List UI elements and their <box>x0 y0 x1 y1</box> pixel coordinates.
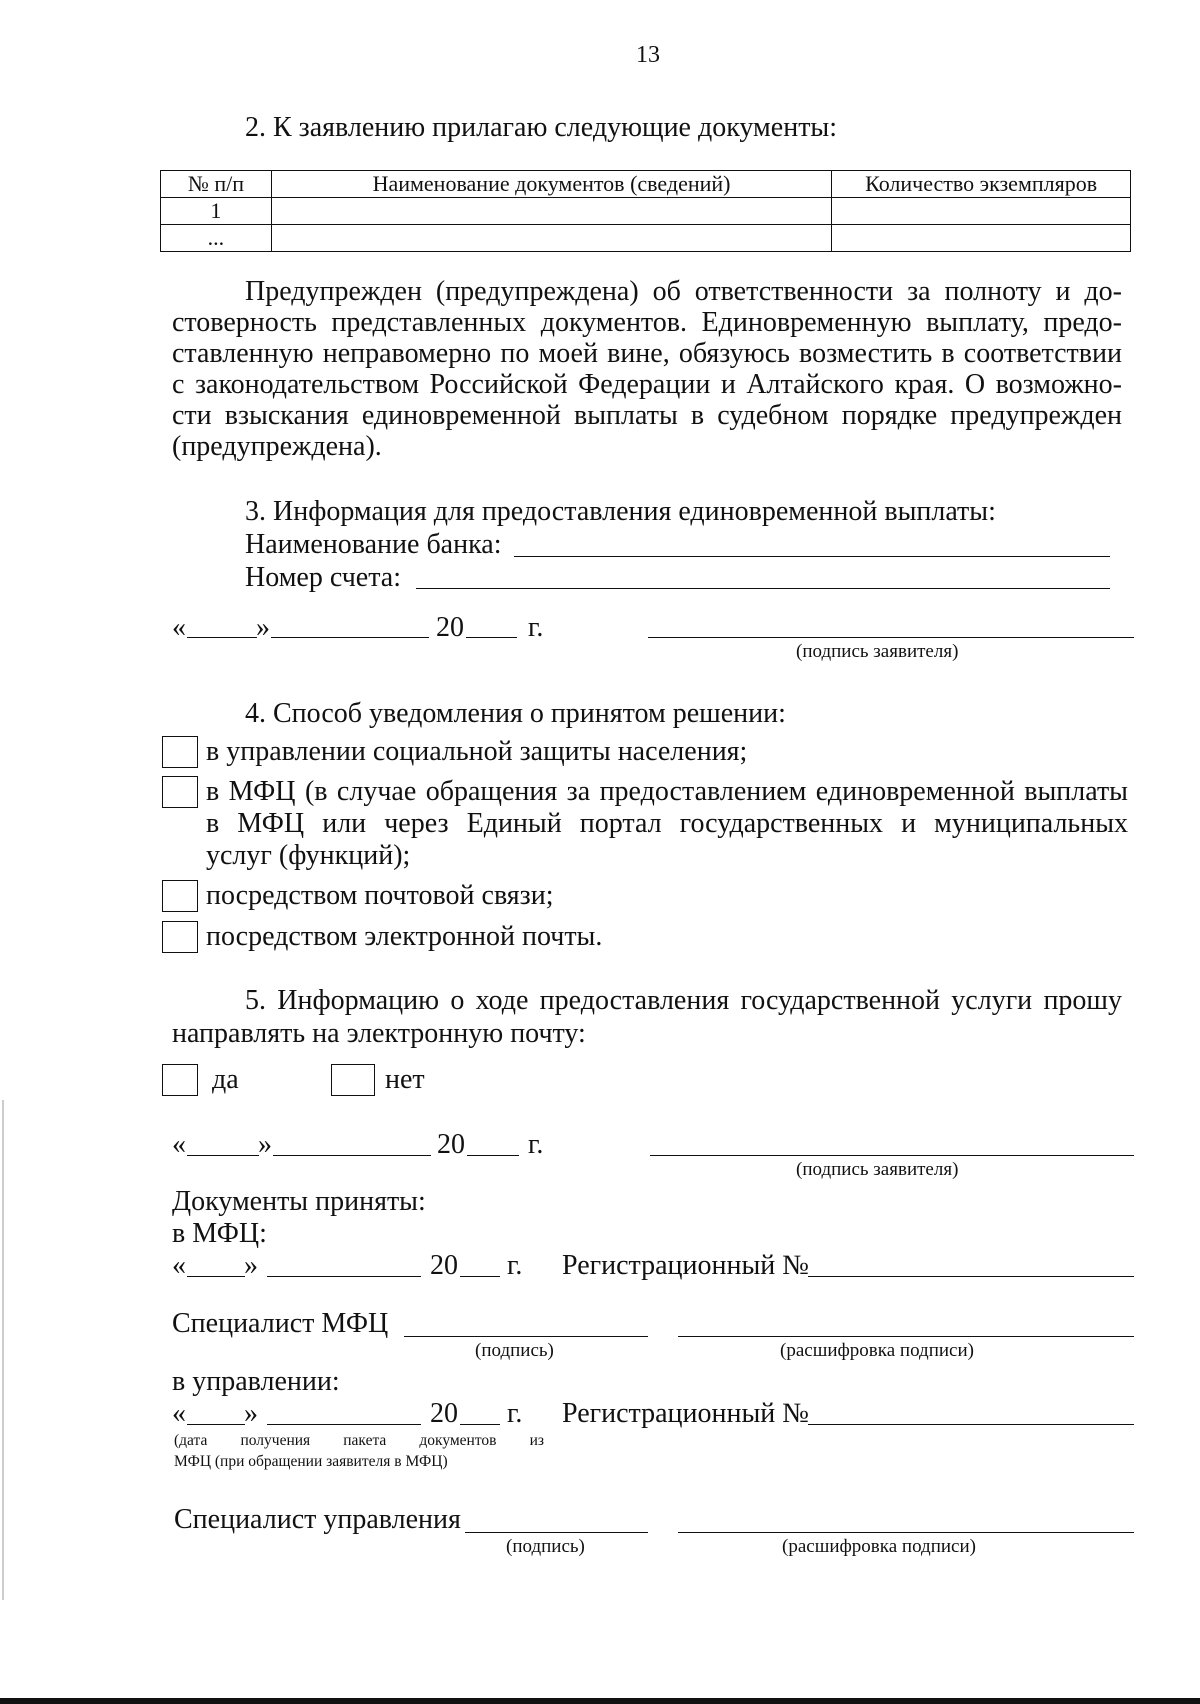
table-row <box>161 198 1131 225</box>
date-close-quote: » <box>244 1250 258 1281</box>
notify-mfc-checkbox[interactable] <box>162 776 198 808</box>
document-name-cell[interactable] <box>271 225 831 252</box>
specialist-department-decode-field[interactable] <box>678 1532 1134 1533</box>
scan-bottom-border <box>0 1698 1200 1704</box>
date-open-quote: « <box>172 612 186 643</box>
email-no-label: нет <box>385 1064 425 1095</box>
option-label: услуг (функций); <box>206 840 411 871</box>
in-mfc-label: в МФЦ: <box>172 1218 267 1249</box>
table-row <box>161 225 1131 252</box>
option-label: в МФЦ (в случае обращения за предоставлением единовременной выплаты <box>206 776 1128 807</box>
date-year-field[interactable] <box>460 1276 500 1277</box>
email-no-checkbox[interactable] <box>331 1064 375 1096</box>
date-close-quote: » <box>244 1398 258 1429</box>
date-day-field[interactable] <box>187 637 257 638</box>
notify-email-checkbox[interactable] <box>162 921 198 953</box>
warning-line: стоверность представленных документов. Единовременную выплату, предо- <box>172 307 1122 338</box>
email-yes-label: да <box>212 1064 239 1095</box>
signature-caption: (подпись) <box>475 1340 554 1361</box>
date-year-prefix: 20 <box>436 612 464 643</box>
specialist-department-signature-field[interactable] <box>465 1532 648 1533</box>
specialist-mfc-label: Специалист МФЦ <box>172 1308 389 1339</box>
notify-post-checkbox[interactable] <box>162 880 198 912</box>
date-note: (дата получения пакета документов из <box>174 1432 544 1449</box>
section-5-line: 5. Информацию о ходе предоставления государственной услуги прошу <box>245 985 1122 1016</box>
decode-caption: (расшифровка подписи) <box>782 1536 976 1557</box>
specialist-mfc-signature-field[interactable] <box>404 1336 648 1337</box>
date-year-prefix: 20 <box>437 1129 465 1160</box>
signature-caption: (подпись) <box>506 1536 585 1557</box>
row-number-cell: 1 <box>161 198 272 225</box>
row-number-cell: ... <box>161 225 272 252</box>
option-label: посредством электронной почты. <box>206 921 603 952</box>
date-year-field[interactable] <box>466 637 517 638</box>
date-year-prefix: 20 <box>430 1398 458 1429</box>
documents-table <box>160 170 1131 252</box>
decode-caption: (расшифровка подписи) <box>780 1340 974 1361</box>
registration-number-label: Регистрационный № <box>562 1250 809 1281</box>
registration-number-field[interactable] <box>808 1424 1134 1425</box>
col-number-header: № п/п <box>161 171 272 198</box>
date-open-quote: « <box>172 1398 186 1429</box>
copies-cell[interactable] <box>832 225 1131 252</box>
date-open-quote: « <box>172 1129 186 1160</box>
date-note: МФЦ (при обращении заявителя в МФЦ) <box>174 1453 448 1470</box>
date-year-prefix: 20 <box>430 1250 458 1281</box>
warning-line: Предупрежден (предупреждена) об ответственности за полноту и до- <box>245 276 1122 307</box>
account-number-label: Номер счета: <box>245 562 401 593</box>
section-2-heading: 2. К заявлению прилагаю следующие документы: <box>245 112 838 143</box>
applicant-signature-field[interactable] <box>650 1155 1134 1156</box>
warning-line: сти взыскания единовременной выплаты в судебном порядке предупрежден <box>172 400 1122 431</box>
section-3-heading: 3. Информация для предоставления единовременной выплаты: <box>245 496 996 527</box>
docs-accepted-label: Документы приняты: <box>172 1186 426 1217</box>
warning-line: (предупреждена). <box>172 431 382 462</box>
col-copies-header: Количество экземпляров <box>832 171 1131 198</box>
email-yes-checkbox[interactable] <box>162 1064 198 1096</box>
signature-caption: (подпись заявителя) <box>796 1159 959 1180</box>
date-year-field[interactable] <box>467 1155 519 1156</box>
registration-number-label: Регистрационный № <box>562 1398 809 1429</box>
option-label: в управлении социальной защиты населения; <box>206 736 748 767</box>
warning-line: ставленную неправомерно по моей вине, обязуюсь возместить в соответствии <box>172 338 1122 369</box>
date-close-quote: » <box>258 1129 272 1160</box>
notify-social-department-checkbox[interactable] <box>162 736 198 768</box>
col-document-name-header: Наименование документов (сведений) <box>271 171 831 198</box>
section-5-line: направлять на электронную почту: <box>172 1018 586 1049</box>
date-month-field[interactable] <box>273 1155 431 1156</box>
specialist-mfc-decode-field[interactable] <box>678 1336 1134 1337</box>
specialist-department-label: Специалист управления <box>174 1504 461 1535</box>
account-number-field[interactable] <box>416 588 1110 589</box>
registration-number-field[interactable] <box>808 1276 1134 1277</box>
section-4-heading: 4. Способ уведомления о принятом решении: <box>245 698 786 729</box>
date-year-field[interactable] <box>460 1424 500 1425</box>
date-month-field[interactable] <box>267 1276 421 1277</box>
option-label: посредством почтовой связи; <box>206 880 554 911</box>
table-header-row <box>161 171 1131 198</box>
date-day-field[interactable] <box>187 1424 245 1425</box>
date-close-quote: » <box>256 612 270 643</box>
date-year-suffix: г. <box>528 612 544 643</box>
applicant-signature-field[interactable] <box>648 637 1134 638</box>
date-day-field[interactable] <box>187 1155 259 1156</box>
document-name-cell[interactable] <box>271 198 831 225</box>
page-number: 13 <box>636 42 660 68</box>
scan-edge <box>2 1100 4 1600</box>
in-department-label: в управлении: <box>172 1366 340 1397</box>
date-month-field[interactable] <box>271 637 429 638</box>
option-label: в МФЦ или через Единый портал государственных и муниципальных <box>206 808 1128 839</box>
copies-cell[interactable] <box>832 198 1131 225</box>
date-year-suffix: г. <box>507 1250 523 1281</box>
signature-caption: (подпись заявителя) <box>796 641 959 662</box>
date-year-suffix: г. <box>507 1398 523 1429</box>
date-year-suffix: г. <box>528 1129 544 1160</box>
warning-line: с законодательством Российской Федерации и Алтайского края. О возможно- <box>172 369 1122 400</box>
bank-name-field[interactable] <box>514 556 1110 557</box>
date-day-field[interactable] <box>187 1276 245 1277</box>
bank-name-label: Наименование банка: <box>245 529 502 560</box>
date-month-field[interactable] <box>267 1424 421 1425</box>
date-open-quote: « <box>172 1250 186 1281</box>
